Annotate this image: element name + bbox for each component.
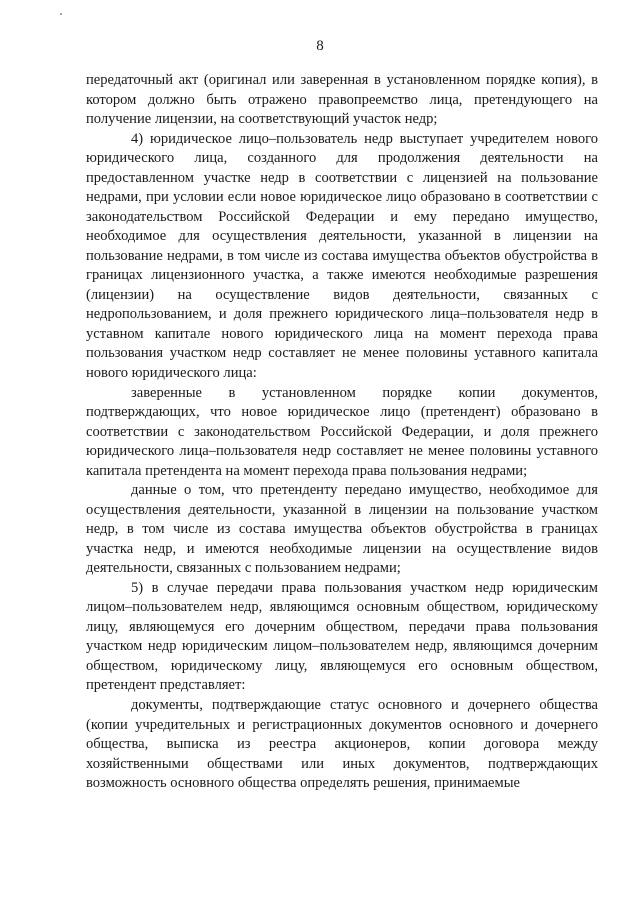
scan-mark — [60, 13, 62, 15]
paragraph-property-data: данные о том, что претенденту передано имущество, необходимое для осуществления деятельности, указанной в лицензии на пользование участком недр, в том числе из состава имущества объектов обустройства в границах участка недр, и имеются необходимые лицензии на осуществление видов деятельности, связанных с пользованием недрами; — [86, 482, 598, 577]
paragraph-item-5: 5) в случае передачи права пользования участком недр юридическим лицом–пользователем недр, являющимся основным обществом, юридическому лицу, являющемуся его дочерним обществом, передачи права пользования участком недр юридическим лицом–пользователем недр, являющимся дочерним обществом, юридическому лицу, являющемуся его основным обществом, претендент представляет: — [86, 579, 598, 694]
paragraph-certified-copies: заверенные в установленном порядке копии документов, подтверждающих, что новое юридическое лицо (претендент) образовано в соответствии с законодательством Российской Федерации, и доля прежнего юридического лица–пользователя недр составляет не менее половины уставного капитала претендента на момент перехода права пользования недрами; — [86, 384, 598, 479]
paragraph-continuation: передаточный акт (оригинал или заверенная в установленном порядке копия), в котором должно быть отражено правопреемство лица, претендующего на получение лицензии, на соответствующий участок недр; — [86, 72, 598, 128]
paragraph-item-4: 4) юридическое лицо–пользователь недр выступает учредителем нового юридического лица, созданного для продолжения деятельности на предоставленном участке недр в соответствии с лицензией на пользование недрами, при условии если новое юридическое лицо образовано в соответствии с законодательством Российской Федерации и ему передано имущество, необходимое для осуществления деятельности, указанной в лицензии на пользование недрами, в том числе из состава имущества объектов обустройства в границах лицензионного участка, а также имеются необходимые разрешения (лицензии) на осуществление видов деятельности, связанных с недропользованием, и доля прежнего юридического лица–пользователя недр в уставном капитале нового юридического лица на момент перехода права пользования участком недр составляет не менее половины уставного капитала нового юридического лица: — [86, 130, 598, 381]
document-body — [86, 71, 598, 794]
paragraph-status-documents: документы, подтверждающие статус основного и дочернего общества (копии учредительных и регистрационных документов основного и дочернего общества, выписка из реестра акционеров, копии договора между хозяйственными обществами или иных документов, подтверждающих возможность основного общества определять решения, принимаемые — [86, 697, 598, 792]
page-number: 8 — [316, 38, 324, 54]
